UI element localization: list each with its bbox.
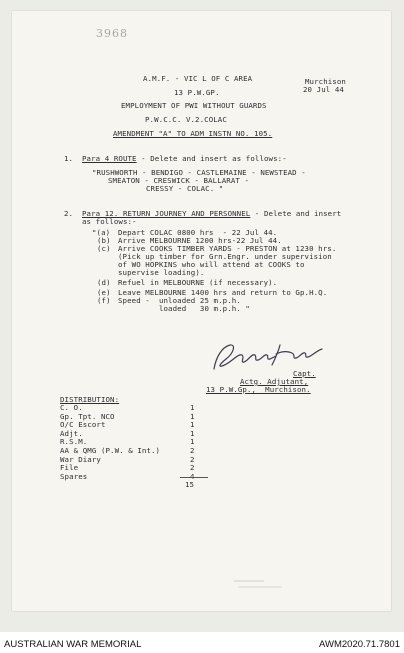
archive-footer [0, 632, 404, 653]
header-place: Murchison [305, 77, 346, 86]
distribution-quantity: 2 [190, 463, 195, 473]
item-text: Arrive COOKS TIMBER YARDS - PRESTON at 1230 hrs. [118, 244, 337, 253]
total-rule [180, 477, 208, 478]
header-line-1: A.M.F. - VIC L OF C AREA [143, 74, 253, 83]
amendment-title: AMENDMENT "A" TO ADM INSTN NO. 105. [113, 129, 273, 138]
header-line-4: P.W.C.C. V.2.COLAC [145, 115, 227, 124]
route-line-1: "RUSHWORTH - BENDIGO - CASTLEMAINE - NEWSTEAD - [92, 168, 306, 177]
signature-unit: 13 P.W.Gp., Murchison. [206, 385, 311, 394]
item-label: "(a) [92, 228, 111, 237]
distribution-recipient: War Diary [60, 454, 101, 464]
route-line-2: SMEATON - CRESWICK - BALLARAT - [108, 176, 250, 185]
item-text: Arrive MELBOURNE 1200 hrs-22 Jul 44. [118, 236, 282, 245]
signature-rank: Capt. [293, 369, 316, 378]
distribution-quantity: 1 [190, 428, 195, 438]
header-date: 20 Jul 44 [303, 85, 344, 94]
distribution-recipient: AA & QMG (P.W. & Int.) [60, 446, 161, 455]
item-text: (Pick up timber for Grn.Engr. under supervision [118, 252, 332, 261]
para1-heading [82, 155, 287, 164]
distribution-recipient: C. O. [60, 403, 83, 412]
para2-instruction-2: as follows:- [82, 217, 137, 226]
distribution-recipient: Gp. Tpt. NCO [60, 411, 115, 421]
header-line-3: EMPLOYMENT OF PWI WITHOUT GUARDS [121, 101, 267, 110]
distribution-quantity: 4 [190, 471, 195, 481]
item-text: Speed - unloaded 25 m.p.h. [118, 296, 241, 305]
para2-number: 2. [64, 209, 74, 218]
item-text: Leave MELBOURNE 1400 hrs and return to Gp.H.Q. [118, 288, 328, 297]
distribution-recipient: File [60, 463, 79, 473]
distribution-quantity: 2 [190, 454, 195, 464]
item-text: of WO HOPKINS who will attend at COOKS to [118, 260, 305, 269]
footer-accession-number: AWM2020.71.7801 [319, 639, 400, 650]
distribution-quantity: 1 [190, 411, 195, 421]
para1-number: 1. [64, 154, 74, 163]
para1-title: Para 4 ROUTE [82, 154, 137, 163]
item-text: loaded 30 m.p.h. " [118, 304, 250, 313]
distribution-recipient: Spares [60, 471, 88, 481]
para2-title: Para 12. RETURN JOURNEY AND PERSONNEL [82, 209, 251, 218]
para2-instruction: - Delete and insert [250, 209, 342, 218]
faint-stamp-mark [232, 577, 292, 593]
footer-institution: AUSTRALIAN WAR MEMORIAL [4, 639, 142, 650]
item-label: (b) [97, 236, 111, 245]
distribution-quantity: 1 [190, 420, 195, 430]
document-page [12, 11, 391, 611]
header-line-2: 13 P.W.GP. [174, 88, 220, 97]
distribution-recipient: R.S.M. [60, 437, 88, 447]
item-text: supervise loading). [118, 268, 205, 277]
distribution-recipient: O/C Escort [60, 420, 106, 430]
para1-instruction: - Delete and insert as follows:- [136, 154, 287, 163]
route-line-3: CRESSY - COLAC. " [146, 184, 224, 193]
item-label: (e) [97, 288, 111, 297]
item-label: (d) [97, 278, 111, 287]
distribution-quantity: 2 [190, 446, 195, 455]
item-text: Depart COLAC 0800 hrs - 22 Jul 44. [118, 228, 278, 237]
item-label: (f) [97, 296, 111, 305]
distribution-heading: DISTRIBUTION: [60, 395, 120, 404]
distribution-quantity: 1 [190, 437, 195, 447]
item-label: (c) [97, 244, 111, 253]
distribution-quantity: 1 [190, 403, 195, 412]
stamp-number: 3968 [96, 27, 128, 40]
signature-title: Actg. Adjutant, [240, 377, 309, 386]
distribution-recipient: Adjt. [60, 428, 83, 438]
item-text: Refuel in MELBOURNE (if necessary). [118, 278, 278, 287]
distribution-total: 15 [185, 480, 195, 489]
